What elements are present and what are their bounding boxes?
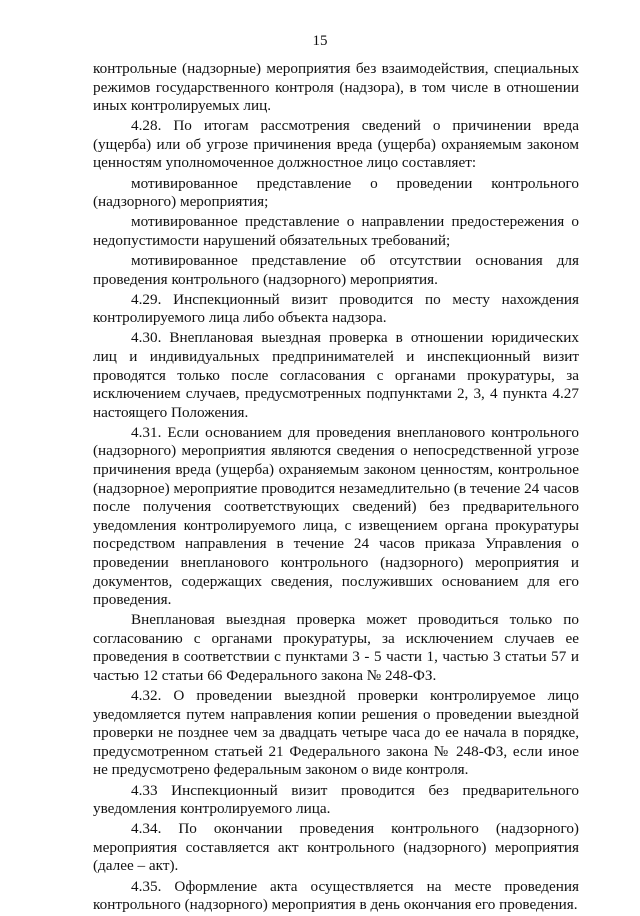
paragraph: мотивированное представление об отсутствии основания для проведения контрольного (надзорного) мероприятия. — [93, 251, 579, 288]
document-body — [93, 60, 579, 916]
paragraph: 4.34. По окончании проведения контрольного (надзорного) мероприятия составляется акт контрольного (надзорного) мероприятия (далее – акт). — [93, 820, 579, 875]
paragraph: Внеплановая выездная проверка может проводиться только по согласованию с органами прокуратуры, за исключением случаев ее проведения в соответствии с пунктами 3 - 5 части 1, частью 3 статьи 57 и частью 12 статьи 66 Федерального закона № 248-ФЗ. — [93, 611, 579, 684]
paragraph: 4.32. О проведении выездной проверки контролируемое лицо уведомляется путем направления копии решения о проведении выездной проверки не позднее чем за двадцать четыре часа до ее начала в порядке, предусмотренном статьей 21 Федерального закона № 248-ФЗ, если иное не предусмотрено федеральным законом о виде контроля. — [93, 687, 579, 779]
paragraph: 4.31. Если основанием для проведения внепланового контрольного (надзорного) мероприятия являются сведения о непосредственной угрозе причинения вреда (ущерба) охраняемым законом ценностям, контрольное (надзорное) мероприятие проводится незамедлительно (в течение 24 часов после получения соответствующих сведений) без предварительного уведомления контролируемого лица, с извещением органа прокуратуры посредством направления в течение 24 часов приказа Управления о проведении внепланового контрольного (надзорного) мероприятия и документов, содержащих сведения, послуживших основанием для его проведения. — [93, 423, 579, 609]
paragraph: мотивированное представление о направлении предостережения о недопустимости нарушений обязательных требований; — [93, 213, 579, 249]
paragraph: 4.33 Инспекционный визит проводится без предварительного уведомления контролируемого лица. — [93, 781, 579, 818]
paragraph: 4.28. По итогам рассмотрения сведений о причинении вреда (ущерба) или об угрозе причинения вреда (ущерба) охраняемым законом ценностям уполномоченное должностное лицо составляет: — [93, 117, 579, 172]
paragraph: 4.30. Внеплановая выездная проверка в отношении юридических лиц и индивидуальных предпринимателей и инспекционный визит проводятся только после согласования с органами прокуратуры, за исключением случаев, предусмотренных подпунктами 2, 3, 4 пункта 4.27 настоящего Положения. — [93, 329, 579, 421]
paragraph: контрольные (надзорные) мероприятия без взаимодействия, специальных режимов государственного контроля (надзора), в том числе в отношении иных контролируемых лиц. — [93, 60, 579, 115]
page-number: 15 — [312, 33, 328, 49]
paragraph: 4.29. Инспекционный визит проводится по месту нахождения контролируемого лица либо объекта надзора. — [93, 290, 579, 327]
paragraph: мотивированное представление о проведении контрольного (надзорного) мероприятия; — [93, 174, 579, 211]
paragraph: 4.35. Оформление акта осуществляется на месте проведения контрольного (надзорного) мероприятия в день окончания его проведения. — [93, 877, 579, 914]
